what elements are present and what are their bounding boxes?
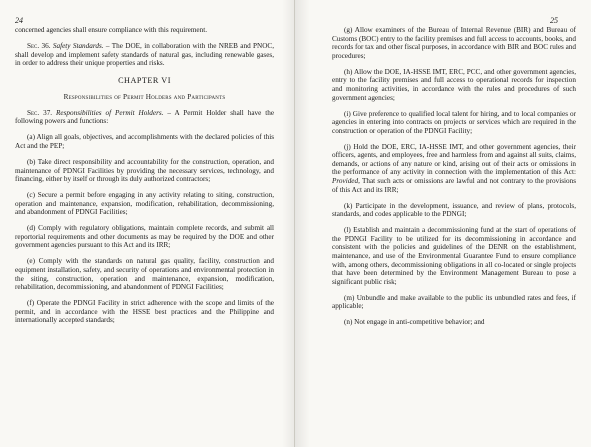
item-j-text-after: That such acts or omissions are lawful and not contrary to the provisions of this Act and its IRR;: [332, 177, 576, 194]
right-page-number: 25: [550, 16, 558, 25]
chapter-title: Responsibilities of Permit Holders and Participants: [63, 92, 226, 101]
item-l: (l) Establish and maintain a decommissioning fund at the start of operations of the PDNGI Facility to be utilized for its decommissioning in accordance and consistent with the policies and guidelines of the DENR on the establishment, maintenance, and use of the Environmental Guarantee Fund to ensure compliance with, among others, decommissioning obligations in all co-located or single projects that have been determined by the Environment Management Bureau to pose a significant public risk;: [332, 226, 576, 286]
section-37-body: – A Permit Holder shall have the following powers and functions:: [15, 108, 275, 126]
item-g: (g) Allow examiners of the Bureau of Internal Revenue (BIR) and Bureau of Customs (BOC) entry to the facility premises and full access to accounts, books, and records for tax and other fiscal purposes, in accordance with BIR and BOC rules and procedures;: [332, 26, 576, 60]
chapter-heading: CHAPTER VI: [118, 75, 171, 85]
item-j: [332, 143, 576, 195]
left-page-number: 24: [15, 16, 23, 25]
item-j-text-before: (j) Hold the DOE, ERC, IA-HSSE IMT, and other government agencies, their officers, agents, and employees, free and harmless from and against all suits, claims, demands, or actions of any nature or kind, arising out of their acts or omissions in the performance of any activity in connection with the implementation of this Act:: [332, 142, 576, 177]
section-36-body: – The DOE, in collaboration with the NREB and PNOC, shall develop and implement safety standards of natural gas, including renewable gases, in order to address their unique properties and risks.: [15, 41, 275, 68]
item-k: (k) Participate in the development, issuance, and review of plans, protocols, standards, and codes applicable to the PDNGI;: [332, 201, 576, 219]
section-36-title: Safety Standards.: [52, 41, 104, 50]
item-e: (e) Comply with the standards on natural gas quality, facility, construction and equipment installation, safety, and security of operations and environmental protection in the siting, construction, operation and maintenance, expansion, modification, rehabilitation, decommissioning, and abandonment of PDNGI Facilities;: [15, 257, 274, 292]
item-i: (i) Give preference to qualified local talent for hiring, and to local companies or agencies in entering into contracts on projects or services which are required in the construction or operation of the PDNGI Facility;: [332, 109, 576, 135]
section-36: [15, 42, 274, 68]
item-b: (b) Take direct responsibility and accountability for the construction, operation, and maintenance of PDNGI Facilities by providing the necessary services, technology, and financing, either by itself or through its duly authorized contractors;: [15, 157, 274, 184]
item-f: (f) Operate the PDNGI Facility in strict adherence with the scope and limits of the permit, and in accordance with the HSSE best practices and the Philippine and internationally accepted standards;: [15, 299, 274, 325]
right-page: [296, 0, 591, 447]
section-37-title: Responsibilities of Permit Holders.: [56, 108, 164, 117]
item-j-provided: Provided,: [332, 177, 360, 186]
item-c: (c) Secure a permit before engaging in any activity relating to siting, construction, operation and maintenance, expansion, modification, rehabilitation, decommissioning, and abandonment of PDNGI Facilities;: [15, 191, 274, 217]
item-n: (n) Not engage in anti-competitive behavior; and: [344, 318, 485, 327]
section-37: [15, 109, 274, 126]
item-m: (m) Unbundle and make available to the public its unbundled rates and fees, if applicable;: [332, 293, 576, 311]
left-page: [0, 0, 295, 447]
section-36-label: Sec. 36.: [27, 41, 51, 50]
item-h: (h) Allow the DOE, IA-HSSE IMT, ERC, PCC, and other government agencies, entry to the facility premises and full access to operational records for inspection and monitoring activities, in accordance with the rules and procedures of such government agencies;: [332, 67, 576, 102]
item-a: (a) Align all goals, objectives, and accomplishments with the declared policies of this Act and the PEP;: [15, 133, 274, 150]
item-d: (d) Comply with regulatory obligations, maintain complete records, and submit all reportorial requirements and other documents as may be required by the DOE and other government agencies pursuant to this Act and its IRR;: [15, 224, 274, 250]
carryover-paragraph: concerned agencies shall ensure compliance with this requirement.: [15, 26, 207, 34]
section-37-label: Sec. 37.: [27, 108, 53, 117]
